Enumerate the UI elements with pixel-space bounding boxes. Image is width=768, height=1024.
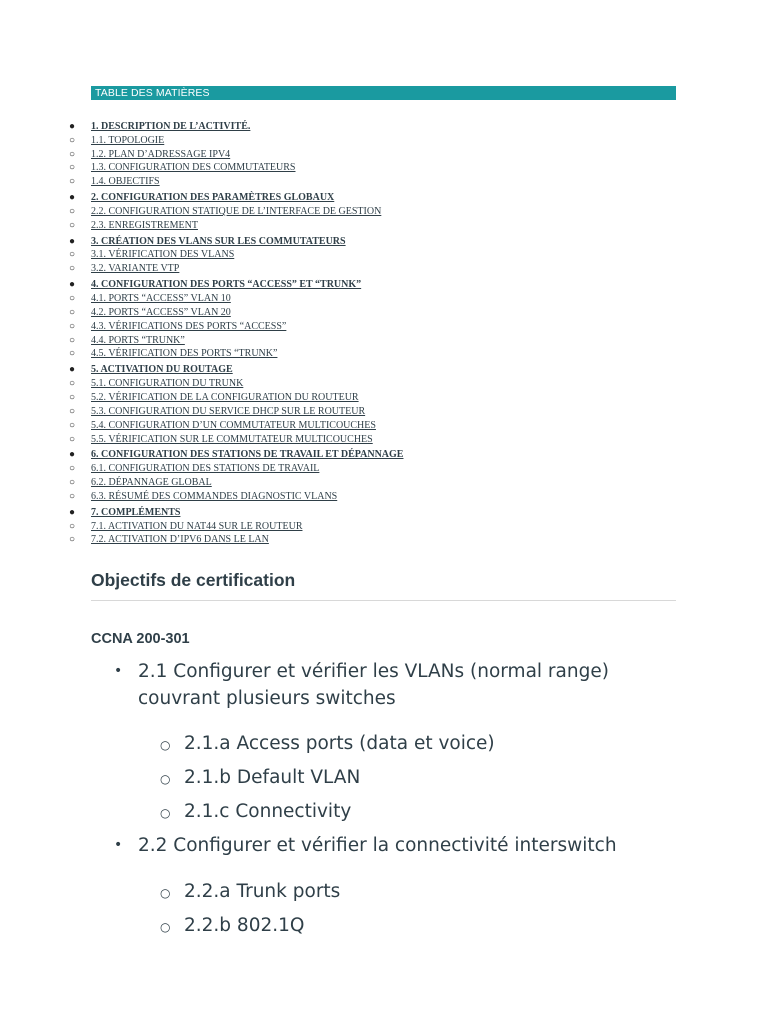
hollow-bullet-icon: ○ — [68, 219, 76, 231]
toc-link[interactable]: 7. COMPLÉMENTS — [91, 506, 181, 518]
filled-bullet-icon: ● — [68, 278, 76, 290]
filled-bullet-icon: ● — [68, 120, 76, 132]
toc-link[interactable]: 5.4. CONFIGURATION D’UN COMMUTATEUR MULTICOUCHES — [91, 419, 376, 431]
toc-link[interactable]: 1.2. PLAN D’ADRESSAGE IPV4 — [91, 148, 231, 160]
objective-text: 2.1.b Default VLAN — [184, 767, 361, 788]
toc-subsection-item — [0, 533, 768, 547]
toc-link[interactable]: 2. CONFIGURATION DES PARAMÈTRES GLOBAUX — [91, 192, 335, 204]
filled-bullet-icon: ● — [68, 364, 76, 376]
toc-link[interactable]: 1.3. CONFIGURATION DES COMMUTATEURS — [91, 162, 296, 174]
toc-subsection-item — [0, 175, 768, 189]
toc-subsection-item — [0, 320, 768, 334]
toc-link[interactable]: 6.1. CONFIGURATION DES STATIONS DE TRAVAIL — [91, 463, 320, 475]
toc-link[interactable]: 6. CONFIGURATION DES STATIONS DE TRAVAIL ET DÉPANNAGE — [91, 449, 404, 461]
hollow-bullet-icon: ○ — [68, 520, 76, 532]
filled-bullet-icon: • — [114, 663, 123, 679]
hollow-bullet-icon: ○ — [68, 378, 76, 390]
toc-header-banner — [91, 86, 676, 100]
heading-divider — [91, 600, 676, 601]
toc-link[interactable]: 3.1. VÉRIFICATION DES VLANS — [91, 249, 235, 261]
toc-subsection-item — [0, 462, 768, 476]
toc-subsection-item — [0, 306, 768, 320]
toc-link[interactable]: 4.4. PORTS “TRUNK” — [91, 334, 185, 346]
hollow-bullet-icon: ○ — [160, 738, 171, 752]
toc-subsection-item — [0, 334, 768, 348]
toc-link[interactable]: 4.5. VÉRIFICATION DES PORTS “TRUNK” — [91, 348, 278, 360]
hollow-bullet-icon: ○ — [68, 176, 76, 188]
toc-subsection-item — [0, 405, 768, 419]
toc-link[interactable]: 6.3. RÉSUMÉ DES COMMANDES DIAGNOSTIC VLANS — [91, 490, 338, 502]
filled-bullet-icon: • — [114, 837, 123, 853]
toc-subsection-item — [0, 476, 768, 490]
toc-subsection-item — [0, 161, 768, 175]
toc-link[interactable]: 1.4. OBJECTIFS — [91, 176, 160, 188]
toc-section-item — [0, 448, 768, 462]
toc-subsection-item — [0, 433, 768, 447]
hollow-bullet-icon: ○ — [160, 806, 171, 820]
toc-link[interactable]: 1. DESCRIPTION DE L’ACTIVITÉ. — [91, 120, 251, 132]
toc-link[interactable]: 3.2. VARIANTE VTP — [91, 263, 180, 275]
toc-link[interactable]: 5. ACTIVATION DU ROUTAGE — [91, 364, 233, 376]
objective-text: 2.2 Configurer et vérifier la connectivité interswitch — [138, 835, 617, 856]
toc-section-item — [0, 235, 768, 249]
toc-subsection-item — [0, 292, 768, 306]
hollow-bullet-icon: ○ — [68, 348, 76, 360]
hollow-bullet-icon: ○ — [68, 134, 76, 146]
toc-section-item — [0, 120, 768, 134]
toc-link[interactable]: 4.3. VÉRIFICATIONS DES PORTS “ACCESS” — [91, 320, 287, 332]
objective-text: 2.2.a Trunk ports — [184, 881, 341, 902]
toc-subsection-item — [0, 219, 768, 233]
hollow-bullet-icon: ○ — [68, 306, 76, 318]
toc-subsection-item — [0, 520, 768, 534]
objective-text: 2.2.b 802.1Q — [184, 915, 305, 936]
objective-text: 2.1.c Connectivity — [184, 801, 352, 822]
toc-link[interactable]: 2.2. CONFIGURATION STATIQUE DE L’INTERFACE DE GESTION — [91, 205, 382, 217]
objective-item — [114, 658, 678, 712]
toc-link[interactable]: 5.1. CONFIGURATION DU TRUNK — [91, 378, 244, 390]
toc-subsection-item — [0, 419, 768, 433]
filled-bullet-icon: ● — [68, 449, 76, 461]
toc-subsection-item — [0, 134, 768, 148]
toc-link[interactable]: 7.2. ACTIVATION D’IPV6 DANS LE LAN — [91, 534, 269, 546]
toc-subsection-item — [0, 205, 768, 219]
hollow-bullet-icon: ○ — [160, 772, 171, 786]
toc-link[interactable]: 4. CONFIGURATION DES PORTS “ACCESS” ET “TRUNK” — [91, 278, 362, 290]
table-of-contents — [0, 118, 768, 547]
objective-item — [114, 832, 678, 859]
objective-subitem — [160, 764, 684, 791]
objective-subitem — [160, 912, 684, 939]
toc-subsection-item — [0, 347, 768, 361]
certification-objectives-heading: Objectifs de certification — [91, 570, 296, 590]
hollow-bullet-icon: ○ — [68, 292, 76, 304]
toc-section-item — [0, 363, 768, 377]
toc-link[interactable]: 1.1. TOPOLOGIE — [91, 134, 165, 146]
toc-subsection-item — [0, 248, 768, 262]
toc-section-item — [0, 506, 768, 520]
hollow-bullet-icon: ○ — [68, 334, 76, 346]
hollow-bullet-icon: ○ — [160, 886, 171, 900]
toc-section-item — [0, 278, 768, 292]
toc-link[interactable]: 5.5. VÉRIFICATION SUR LE COMMUTATEUR MULTICOUCHES — [91, 433, 373, 445]
filled-bullet-icon: ● — [68, 235, 76, 247]
hollow-bullet-icon: ○ — [68, 205, 76, 217]
toc-link[interactable]: 5.2. VÉRIFICATION DE LA CONFIGURATION DU ROUTEUR — [91, 391, 359, 403]
hollow-bullet-icon: ○ — [68, 490, 76, 502]
hollow-bullet-icon: ○ — [68, 249, 76, 261]
objective-text: 2.1.a Access ports (data et voice) — [184, 733, 495, 754]
toc-section-item — [0, 191, 768, 205]
toc-link[interactable]: 4.1. PORTS “ACCESS” VLAN 10 — [91, 292, 231, 304]
toc-link[interactable]: 2.3. ENREGISTREMENT — [91, 219, 198, 231]
toc-header-title: TABLE DES MATIÈRES — [95, 87, 210, 99]
hollow-bullet-icon: ○ — [68, 148, 76, 160]
toc-subsection-item — [0, 262, 768, 276]
hollow-bullet-icon: ○ — [68, 534, 76, 546]
toc-subsection-item — [0, 377, 768, 391]
toc-link[interactable]: 7.1. ACTIVATION DU NAT44 SUR LE ROUTEUR — [91, 520, 303, 532]
toc-link[interactable]: 6.2. DÉPANNAGE GLOBAL — [91, 477, 212, 489]
hollow-bullet-icon: ○ — [68, 419, 76, 431]
filled-bullet-icon: ● — [68, 506, 76, 518]
hollow-bullet-icon: ○ — [68, 391, 76, 403]
hollow-bullet-icon: ○ — [68, 433, 76, 445]
objective-text: 2.1 Configurer et vérifier les VLANs (normal range) couvrant plusieurs switches — [138, 661, 609, 709]
hollow-bullet-icon: ○ — [68, 405, 76, 417]
hollow-bullet-icon: ○ — [68, 263, 76, 275]
hollow-bullet-icon: ○ — [68, 477, 76, 489]
hollow-bullet-icon: ○ — [160, 920, 171, 934]
toc-subsection-item — [0, 391, 768, 405]
hollow-bullet-icon: ○ — [68, 320, 76, 332]
filled-bullet-icon: ● — [68, 192, 76, 204]
hollow-bullet-icon: ○ — [68, 463, 76, 475]
hollow-bullet-icon: ○ — [68, 162, 76, 174]
exam-code-heading: CCNA 200-301 — [91, 631, 190, 647]
objective-subitem — [160, 730, 684, 757]
toc-subsection-item — [0, 148, 768, 162]
toc-subsection-item — [0, 490, 768, 504]
toc-link[interactable]: 5.3. CONFIGURATION DU SERVICE DHCP SUR LE ROUTEUR — [91, 405, 366, 417]
toc-link[interactable]: 4.2. PORTS “ACCESS” VLAN 20 — [91, 306, 231, 318]
objective-subitem — [160, 878, 684, 905]
toc-link[interactable]: 3. CRÉATION DES VLANS SUR LES COMMUTATEURS — [91, 235, 346, 247]
objective-subitem — [160, 798, 684, 825]
